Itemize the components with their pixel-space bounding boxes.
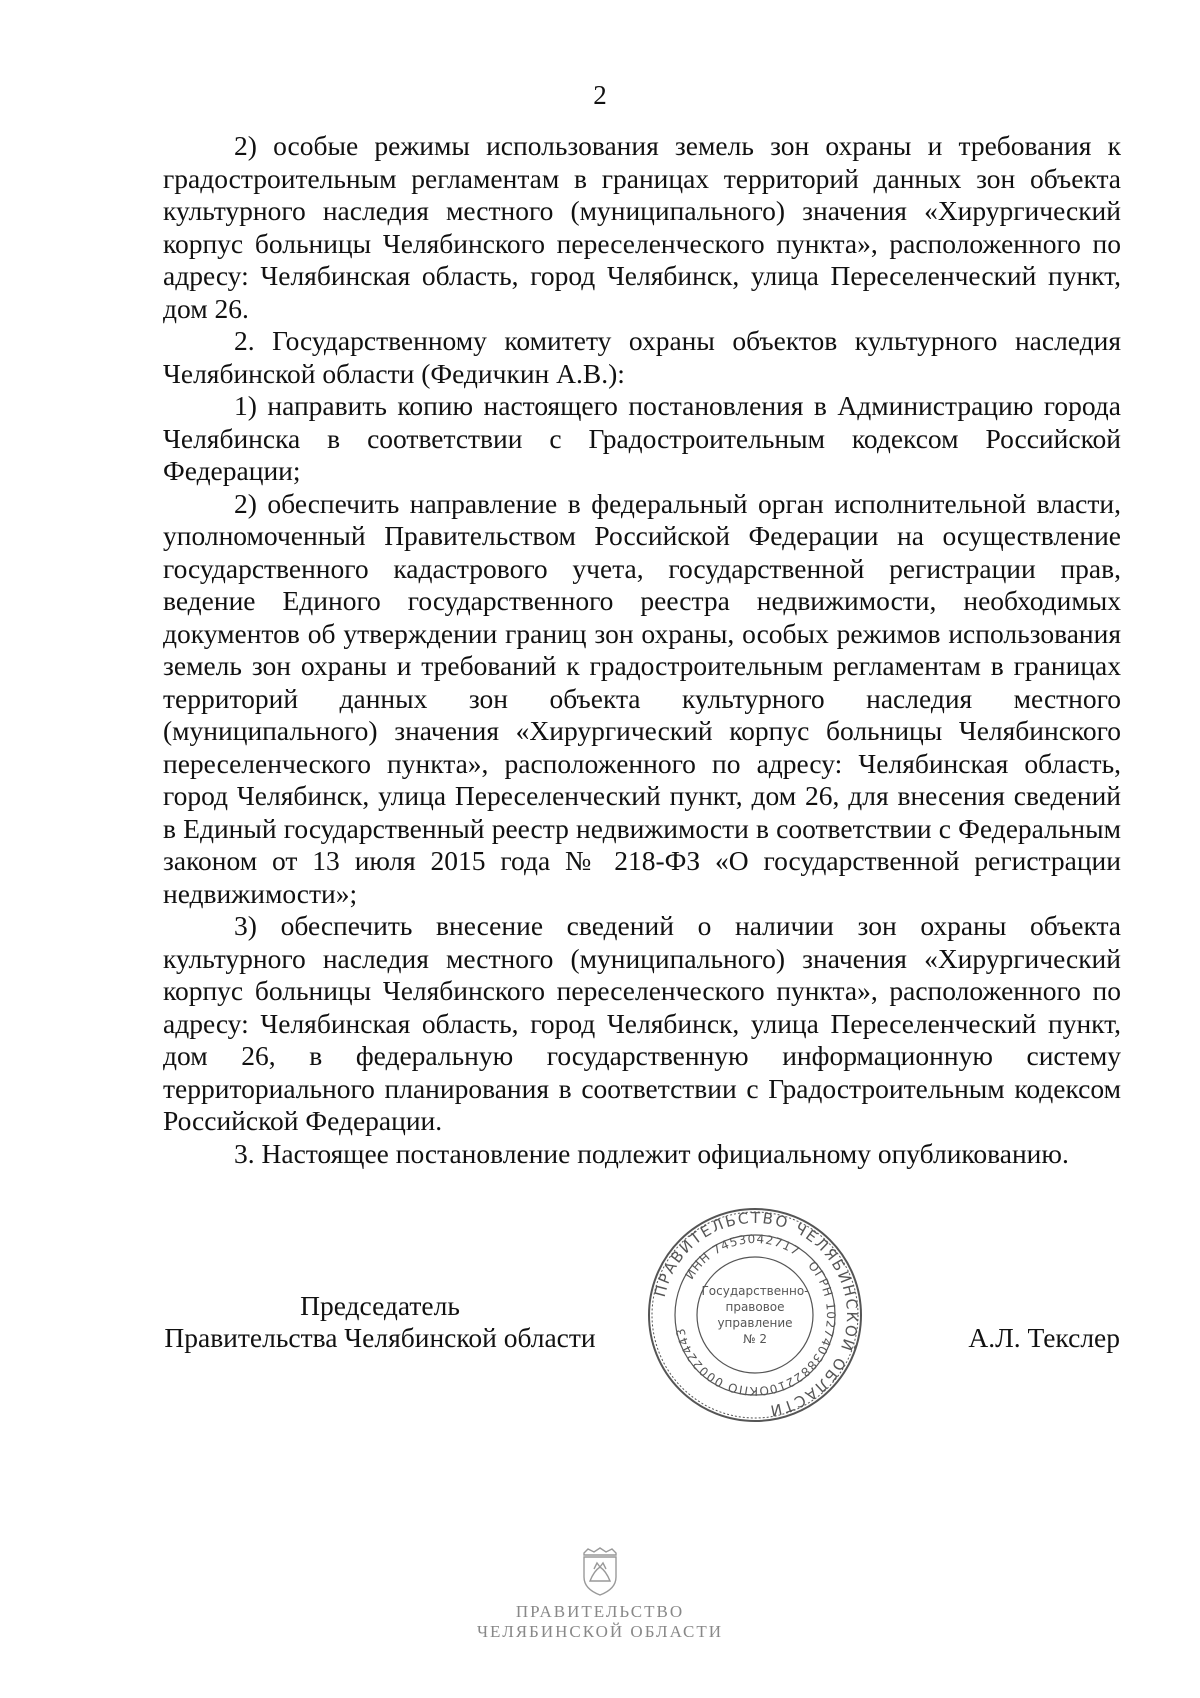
official-seal-icon (645, 1205, 865, 1425)
seal-center-line4: № 2 (743, 1332, 767, 1346)
paragraph-2-2: 2) обеспечить направление в федеральный орган исполнительной власти, уполномоченный Правительством Российской Федерации на осуществление государственного кадастрового учета, государственной регистрации прав, ведение Единого государственного реестра недвижимости, необходимых документов об утверждении границ зон охраны, особых режимов использования земель зон охраны и требований к градостроительным регламентам в границах территорий данных зон объекта культурного наследия местного (муниципального) значения «Хирургический корпус больницы Челябинского переселенческого пункта», расположенного по адресу: Челябинская область, город Челябинск, улица Переселенческий пункт, дом 26, для внесения сведений в Единый государственный реестр недвижимости в соответствии с Федеральным законом от 13 июля 2015 года № 218-ФЗ «О государственной регистрации недвижимости»; (163, 487, 1121, 909)
paragraph-2-3: 3) обеспечить внесение сведений о наличии зон охраны объекта культурного наследия местного (муниципального) значения «Хирургический корпус больницы Челябинского переселенческого пункта», расположенного по адресу: Челябинская область, город Челябинск, улица Переселенческий пункт, дом 26, в федеральную государственную информационную систему территориального планирования в соответствии с Градостроительным кодексом Российской Федерации. (163, 910, 1121, 1136)
paragraph-2-1: 1) направить копию настоящего постановления в Администрацию города Челябинска в соответствии с Градостроительным кодексом Российской Федерации; (163, 390, 1121, 486)
document-body (163, 130, 1121, 1170)
seal-okpo: ОКПО 00022443 (673, 1326, 770, 1399)
signature-block (160, 1290, 1120, 1370)
paragraph-item-2: 2. Государственному комитету охраны объектов культурного наследия Челябинской области (Федичкин А.В.): (163, 325, 1121, 389)
seal-center-line1: Государственно- (701, 1284, 809, 1298)
seal-center-line3: управление (717, 1316, 793, 1330)
seal-outer-text: ПРАВИТЕЛЬСТВО ЧЕЛЯБИНСКОЙ ОБЛАСТИ (650, 1208, 862, 1421)
emblem-line2: ЧЕЛЯБИНСКОЙ ОБЛАСТИ (476, 1622, 724, 1641)
paragraph-2-regimes: 2) особые режимы использования земель зон охраны и требования к градостроительным регламентам в границах территорий данных зон объекта культурного наследия местного (муниципального) значения «Хирургический корпус больницы Челябинского переселенческого пункта», расположенного по адресу: Челябинская область, город Челябинск, улица Переселенческий пункт, дом 26. (163, 130, 1121, 324)
signer-title-line2: Правительства Челябинской области (164, 1322, 596, 1353)
signer-title-line1: Председатель (300, 1290, 460, 1321)
signer-name: А.Л. Текслер (968, 1322, 1120, 1353)
government-emblem (0, 1545, 1200, 1642)
seal-inn: ИНН 7453042717 (682, 1231, 803, 1282)
coat-of-arms-icon (578, 1545, 622, 1597)
signer-title (160, 1290, 600, 1354)
emblem-line1: ПРАВИТЕЛЬСТВО (515, 1602, 685, 1621)
seal-center-line2: правовое (725, 1300, 785, 1314)
paragraph-item-3: 3. Настоящее постановление подлежит официальному опубликованию. (234, 1137, 1069, 1169)
page-number: 2 (593, 80, 607, 110)
seal-ogrn: ОГРН 1027403882210 (767, 1258, 839, 1397)
